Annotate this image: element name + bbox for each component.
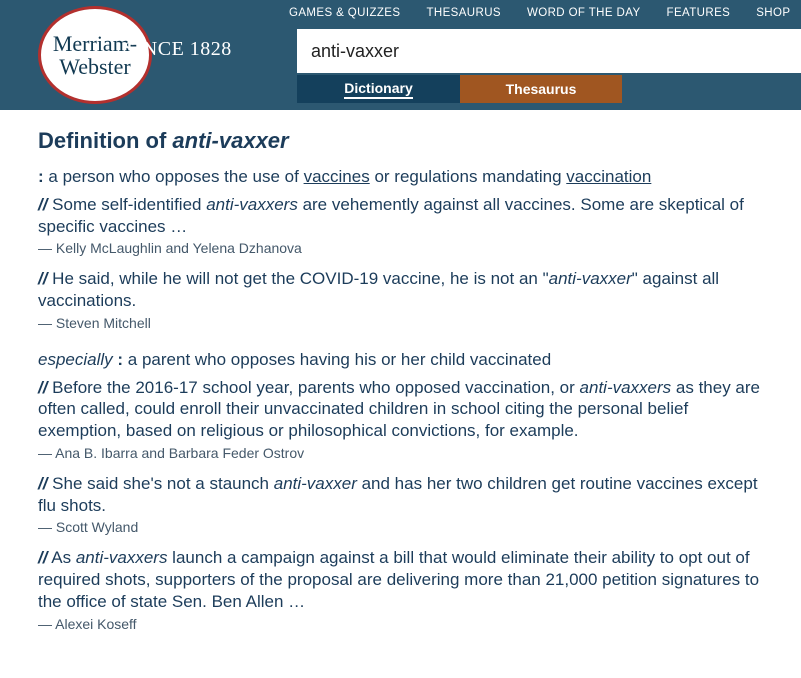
search-box[interactable]	[297, 29, 801, 73]
quote-text-4	[38, 473, 763, 517]
logo-since-text: SINCE 1828	[124, 38, 232, 60]
quote-attribution-3: — Ana B. Ibarra and Barbara Feder Ostrov	[38, 444, 305, 461]
quote-block-4	[38, 473, 763, 536]
sense-colon-2: :	[117, 349, 124, 369]
tab-thesaurus-label: Thesaurus	[505, 81, 577, 97]
quote-1-part-1: anti-vaxxers	[206, 194, 298, 214]
quote-marker-1: //	[38, 194, 48, 214]
quote-block-3	[38, 377, 763, 461]
link-vaccines[interactable]: vaccines	[303, 167, 370, 186]
logo-line-webster: Webster	[59, 54, 131, 79]
quote-3-part-0: Before the 2016-17 school year, parents who opposed vaccination, or	[47, 377, 580, 397]
quote-text-2	[38, 268, 763, 312]
headword: anti-vaxxer	[172, 128, 289, 153]
quote-block-2	[38, 268, 763, 331]
sense-text-1b: or regulations mandating	[369, 167, 567, 186]
quote-marker-3: //	[38, 377, 48, 397]
nav-item-word-of-the-day[interactable]: WORD OF THE DAY	[526, 7, 641, 19]
quote-3-part-1: anti-vaxxers	[579, 377, 672, 397]
quote-marker-5: //	[38, 548, 48, 568]
nav-item-thesaurus[interactable]: THESAURUS	[426, 7, 501, 19]
sense-text-2: a parent who opposes having his or her child vaccinated	[123, 349, 552, 369]
tab-dictionary[interactable]	[297, 75, 460, 103]
site-header	[0, 0, 801, 110]
quote-attribution-4: — Scott Wyland	[38, 519, 139, 536]
quote-4-part-1: anti-vaxxer	[273, 473, 357, 493]
sense-block-2	[38, 349, 763, 632]
sense-text-1a: a person who opposes the use of	[43, 167, 304, 186]
search-input[interactable]	[297, 29, 801, 73]
quote-attribution-1: — Kelly McLaughlin and Yelena Dzhanova	[38, 240, 302, 257]
nav-item-features[interactable]: FEATURES	[666, 7, 731, 19]
link-vaccination[interactable]: vaccination	[566, 167, 652, 186]
logo-line-merriam: Merriam-	[52, 30, 138, 56]
quote-text-1	[38, 194, 763, 238]
quote-attribution-5: — Alexei Koseff	[38, 615, 137, 632]
quote-block-1	[38, 194, 763, 257]
entry-content	[0, 110, 801, 644]
sense-definition-1	[38, 166, 763, 188]
sense-colon-1: :	[38, 167, 44, 186]
quote-4-part-0: She said she's not a staunch	[47, 473, 274, 493]
quote-marker-2: //	[38, 269, 48, 289]
sense-block-1	[38, 166, 763, 331]
quote-4-part-2: and has her two children get routine vaccines except flu shots.	[38, 473, 758, 515]
quote-2-part-2: " against all vaccinations.	[38, 269, 720, 310]
quote-attribution-2: — Steven Mitchell	[38, 314, 151, 331]
quote-1-part-0: Some self-identified	[47, 194, 207, 214]
especially-label: especially	[38, 349, 113, 369]
sense-definition-2	[38, 349, 763, 371]
quote-5-part-0: As	[47, 548, 76, 568]
definition-of-label: Definition of	[38, 128, 173, 153]
quote-text-5	[38, 547, 763, 612]
quote-3-part-2: as they are often called, could enroll their unvaccinated children in school citing the personal belief exemption, based on religious or philosophical convictions, for example.	[38, 377, 760, 440]
quote-block-5	[38, 547, 763, 631]
page-title	[38, 128, 763, 154]
tab-thesaurus[interactable]	[460, 75, 622, 103]
nav-item-shop[interactable]: SHOP	[756, 7, 791, 19]
quote-2-part-0: He said, while he will not get the COVID-19 vaccine, he is not an "	[47, 269, 549, 289]
tab-dictionary-label: Dictionary	[344, 80, 412, 99]
quote-5-part-1: anti-vaxxers	[75, 548, 168, 568]
quote-2-part-1: anti-vaxxer	[548, 269, 632, 289]
quote-5-part-2: launch a campaign against a bill that would eliminate their ability to opt out of required shots, supporters of the proposal are delivering more than 21,000 petition signatures to the office of state Sen. Ben Allen …	[38, 548, 760, 611]
quote-marker-4: //	[38, 473, 48, 493]
quote-1-part-2: are vehemently against all vaccines. Some are skeptical of specific vaccines …	[38, 194, 744, 236]
nav-item-games-quizzes[interactable]: GAMES & QUIZZES	[289, 7, 401, 19]
quote-text-3	[38, 377, 763, 442]
search-scope-tabs	[297, 75, 622, 103]
